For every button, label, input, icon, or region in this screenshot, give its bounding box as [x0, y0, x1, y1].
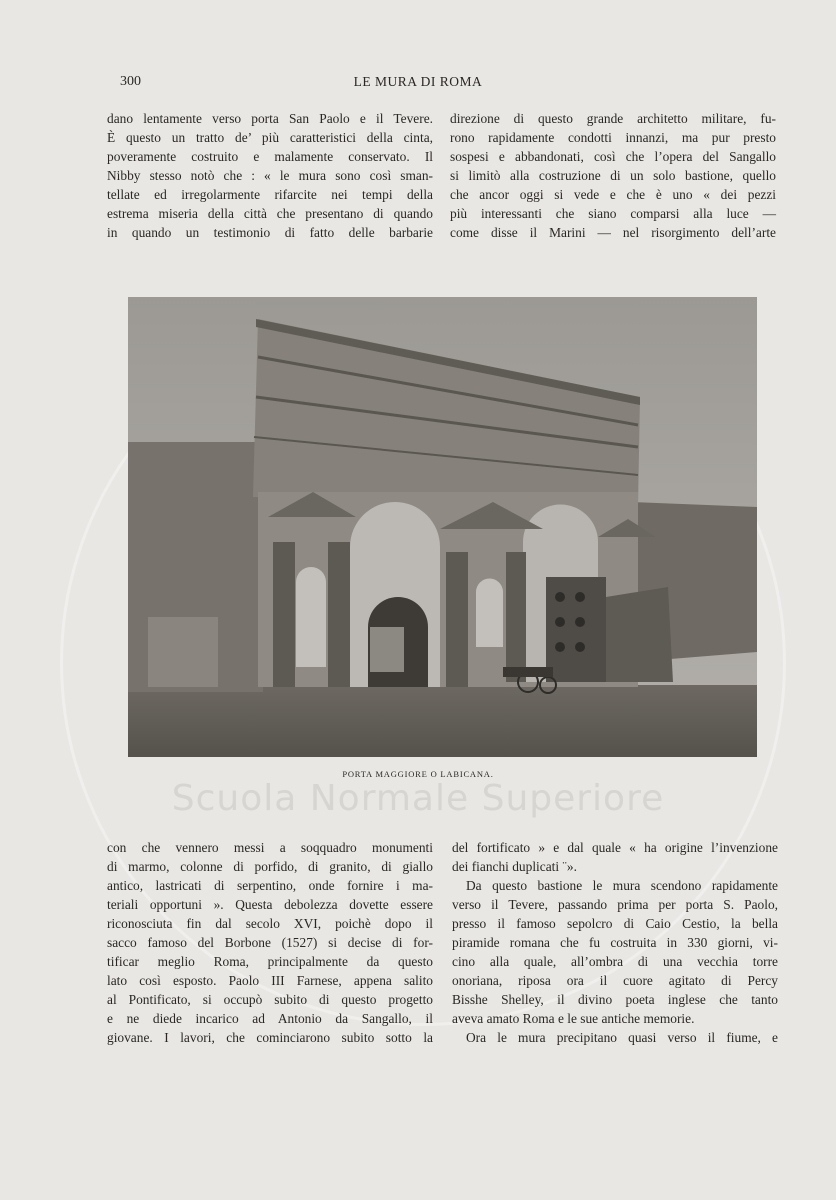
running-title: LE MURA DI ROMA	[353, 74, 483, 89]
text-line: del fortificato » e dal quale « ha origine l’invenzione	[452, 840, 778, 855]
text-line: che ancor oggi si vede e che è uno « dei pezzi	[450, 187, 776, 202]
text-line: poveramente costruito e malamente conservato. Il	[107, 149, 433, 164]
text-line: estrema miseria della città che presentano di quando	[107, 206, 433, 221]
text-line: tellate ed irregolarmente rifarcite nei tempi della	[107, 187, 433, 202]
text-line: sospesi e abbandonati, così che l’opera del Sangallo	[450, 149, 776, 164]
watermark-text: Scuola Normale Superiore	[171, 778, 665, 819]
text-column-top-right	[450, 109, 776, 242]
text-line: di marmo, colonne di porfido, di granito, di giallo	[107, 859, 433, 874]
text-line: e ne diede incarico ad Antonio da Sangallo, il	[107, 1011, 433, 1026]
text-line: con che vennero messi a soqquadro monumenti	[107, 840, 433, 855]
text-line: come disse il Marini — nel risorgimento dell’arte	[450, 225, 776, 240]
figure-caption: PORTA MAGGIORE O LABICANA.	[342, 769, 494, 779]
text-line: Da questo bastione le mura scendono rapidamente	[466, 878, 778, 893]
text-line: dei fianchi duplicati ¨».	[452, 859, 577, 874]
text-line: cino alla quale, all’ombra di una vecchia torre	[452, 954, 778, 969]
text-line: dano lentamente verso porta San Paolo e il Tevere.	[107, 111, 433, 126]
text-line: lato così esposto. Paolo III Farnese, appena salito	[107, 973, 433, 988]
text-line: giovane. I lavori, che cominciarono subito sotto la	[107, 1030, 433, 1045]
text-line: rono rapidamente condotti innanzi, ma pur presto	[450, 130, 776, 145]
photo-illustration	[128, 297, 757, 757]
text-line: antico, lastricati di serpentino, onde fornire i ma-	[107, 878, 433, 893]
text-line: sacco famoso del Borbone (1527) si decise di for-	[107, 935, 433, 950]
text-line: verso il Tevere, passando prima per porta S. Paolo,	[452, 897, 778, 912]
text-column-top-left	[107, 109, 433, 242]
text-column-bottom-right	[452, 838, 778, 1047]
photo-porta-maggiore	[128, 297, 757, 757]
text-line: più interessanti che siano comparsi alla luce —	[450, 206, 776, 221]
text-line: direzione di questo grande architetto militare, fu-	[450, 111, 776, 126]
text-line: Nibby stesso notò che : « le mura sono così sman-	[107, 168, 433, 183]
page-number: 300	[120, 74, 141, 89]
text-line: riconosciuta fin dal secolo XVI, poichè dopo il	[107, 916, 433, 931]
text-line: al Pontificato, si occupò subito di questo progetto	[107, 992, 433, 1007]
text-line: teriali opportuni ». Questa debolezza dovette essere	[107, 897, 433, 912]
text-line: Bisshe Shelley, il divino poeta inglese che tanto	[452, 992, 778, 1007]
text-line: presso il famoso sepolcro di Caio Cestio, la bella	[452, 916, 778, 931]
text-line: si limitò alla costruzione di un solo bastione, quello	[450, 168, 776, 183]
text-line: È questo un tratto de’ più caratteristici della cinta,	[107, 130, 433, 145]
text-column-bottom-left	[107, 838, 433, 1047]
text-line: in quando un testimonio di fatto delle barbarie	[107, 225, 433, 240]
text-line: piramide romana che fu costruita in 330 giorni, vi-	[452, 935, 778, 950]
text-line: onoriana, riposa ora il cuore agitato di Percy	[452, 973, 778, 988]
text-line: aveva amato Roma e le sue antiche memorie.	[452, 1011, 695, 1026]
text-line: tificar meglio Roma, principalmente da questo	[107, 954, 433, 969]
text-line: Ora le mura precipitano quasi verso il fiume, e	[466, 1030, 778, 1045]
